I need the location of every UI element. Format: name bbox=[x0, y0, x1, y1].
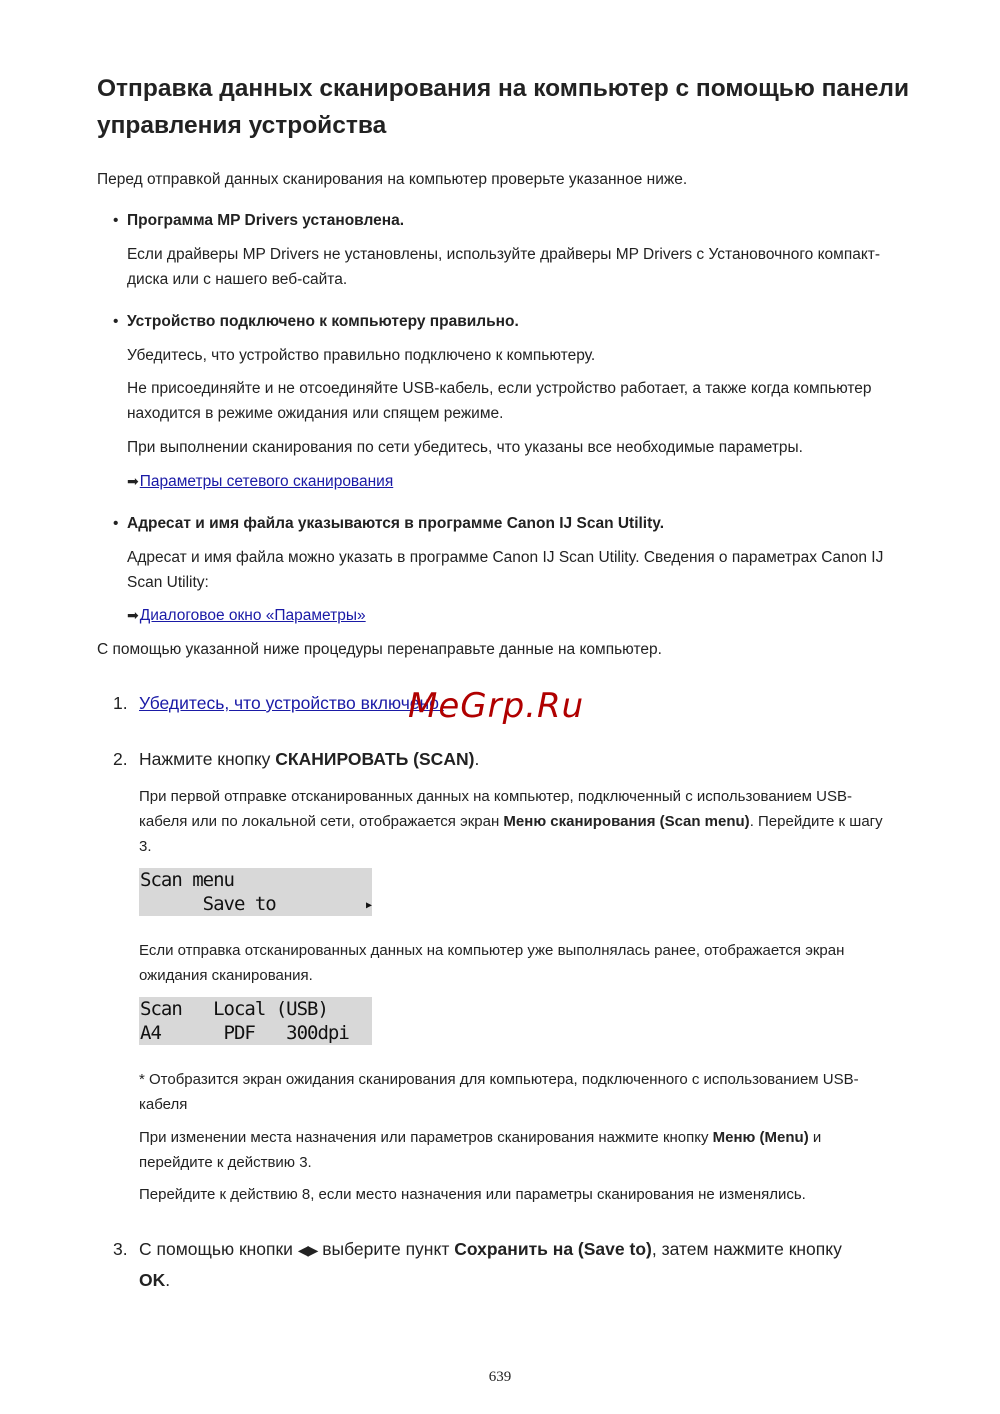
network-scan-link-line bbox=[127, 469, 393, 494]
network-scan-settings-link[interactable]: Параметры сетевого сканирования bbox=[139, 473, 394, 490]
menu-button-label: Меню (Menu) bbox=[712, 1129, 809, 1146]
step-2-para-3 bbox=[139, 1125, 899, 1175]
bullet-marker: • bbox=[113, 515, 119, 532]
step-2-pre: Нажмите кнопку bbox=[139, 749, 276, 769]
left-right-arrows-icon: ◀▶ bbox=[297, 1242, 318, 1258]
lcd-line: Scan Local (USB) bbox=[140, 998, 328, 1020]
step-2-para-3-post: и перейдите к действию 3. bbox=[139, 1129, 822, 1171]
lcd-line: Scan menu bbox=[140, 869, 234, 891]
lcd-line: Save to bbox=[140, 893, 276, 915]
step-3-number: 3. bbox=[113, 1239, 128, 1259]
lcd-right-arrow-icon: ▶ bbox=[365, 900, 371, 911]
lcd-scan-standby bbox=[139, 997, 372, 1045]
step-2-para-4: Перейдите к действию 8, если место назначения или параметры сканирования не изменялись. bbox=[139, 1186, 806, 1203]
arrow-right-icon: ➡ bbox=[127, 473, 139, 489]
check-text-connection-1: Убедитесь, что устройство правильно подключено к компьютеру. bbox=[127, 347, 596, 364]
bullet-marker: • bbox=[113, 212, 119, 229]
step-2-para-3-pre: При изменении места назначения или параметров сканирования нажмите кнопку bbox=[139, 1129, 713, 1146]
step-2-para-1 bbox=[139, 784, 899, 859]
step-3-mid: выберите пункт bbox=[317, 1239, 455, 1259]
check-text-connection-2: Не присоединяйте и не отсоединяйте USB-кабель, если устройство работает, а также когда компьютер находится в режиме ожидания или спящем режиме. bbox=[127, 380, 872, 422]
step-2-para-2: Если отправка отсканированных данных на компьютер уже выполнялась ранее, отображается экран ожидания сканирования. bbox=[139, 942, 845, 984]
page-number: 639 bbox=[488, 1369, 512, 1385]
step-2-para-1-post: . Перейдите к шагу 3. bbox=[139, 813, 883, 855]
save-to-label: Сохранить на (Save to) bbox=[454, 1239, 652, 1259]
lcd-scan-menu bbox=[139, 868, 372, 916]
scan-button-label: СКАНИРОВАТЬ (SCAN) bbox=[275, 749, 475, 769]
scan-menu-label: Меню сканирования (Scan menu) bbox=[503, 813, 750, 830]
arrow-right-icon: ➡ bbox=[127, 607, 139, 623]
step-3-pre: С помощью кнопки bbox=[139, 1239, 298, 1259]
step-2-para-1-pre: При первой отправке отсканированных данных на компьютер, подключенный с использованием USB-кабеля или по локальной сети, отображается экран bbox=[139, 788, 852, 830]
step-2-heading bbox=[139, 744, 479, 774]
step-3-post: . bbox=[165, 1270, 171, 1290]
check-text-connection-3: При выполнении сканирования по сети убедитесь, что указаны все необходимые параметры. bbox=[127, 439, 803, 456]
step-1-number: 1. bbox=[113, 693, 128, 713]
step-1 bbox=[139, 688, 444, 718]
power-on-link[interactable]: Убедитесь, что устройство включено. bbox=[139, 693, 444, 713]
step-2-number: 2. bbox=[113, 749, 128, 769]
intro-text: Перед отправкой данных сканирования на компьютер проверьте указанное ниже. bbox=[97, 171, 688, 188]
step-2-post: . bbox=[474, 749, 480, 769]
check-heading-connection: Устройство подключено к компьютеру правильно. bbox=[127, 313, 519, 330]
check-text-destination: Адресат и имя файла можно указать в программе Canon IJ Scan Utility. Сведения о параметрах Canon IJ Scan Utility: bbox=[127, 549, 884, 591]
page-title: Отправка данных сканирования на компьютер с помощью панели управления устройства bbox=[97, 75, 910, 139]
settings-dialog-link-line bbox=[127, 603, 366, 628]
step-3-text bbox=[139, 1234, 869, 1295]
ok-button-label: OK bbox=[139, 1270, 166, 1290]
watermark: MeGrp.Ru bbox=[408, 686, 585, 726]
settings-dialog-link[interactable]: Диалоговое окно «Параметры» bbox=[139, 607, 366, 624]
check-heading-drivers: Программа MP Drivers установлена. bbox=[127, 212, 405, 229]
check-text-drivers: Если драйверы MP Drivers не установлены, используйте драйверы MP Drivers с Установочного компакт-диска или с нашего веб-сайта. bbox=[127, 246, 881, 288]
procedure-intro: С помощью указанной ниже процедуры перенаправьте данные на компьютер. bbox=[97, 641, 662, 658]
lcd-line: A4 PDF 300dpi bbox=[140, 1022, 349, 1044]
bullet-marker: • bbox=[113, 313, 119, 330]
step-2-note: * Отобразится экран ожидания сканирования для компьютера, подключенного с использованием USB-кабеля bbox=[139, 1071, 859, 1113]
check-heading-destination: Адресат и имя файла указываются в программе Canon IJ Scan Utility. bbox=[127, 515, 665, 532]
step-3-mid2: , затем нажмите кнопку bbox=[651, 1239, 842, 1259]
